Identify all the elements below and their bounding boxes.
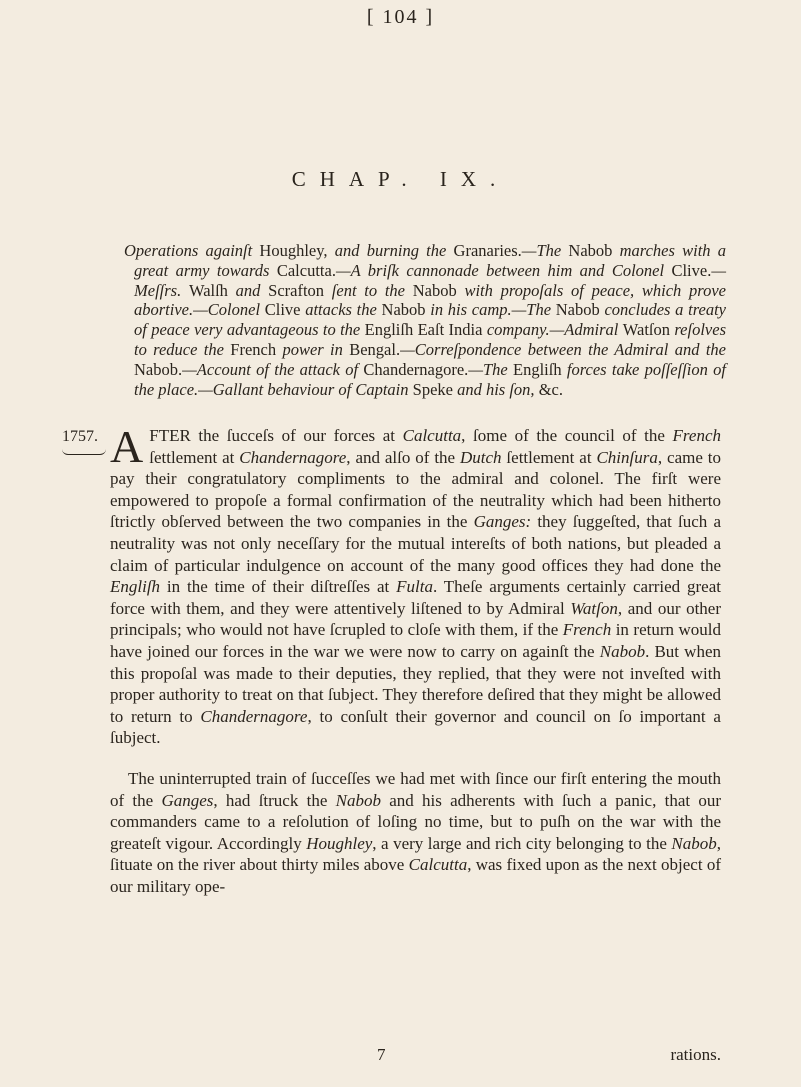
text-run: , was fixed upon as the next object of our military ope-	[110, 855, 721, 896]
text-run: , a very large and rich city belonging to the	[372, 833, 672, 853]
text-run: French	[672, 426, 721, 445]
text-run: and	[235, 280, 269, 300]
text-run: Nabob	[555, 300, 605, 320]
text-run: Ganges:	[473, 512, 532, 532]
text-run: Calcutta	[408, 855, 468, 875]
text-run: , ſituate on the river about thirty miles above	[110, 833, 721, 875]
text-run: Bengal.	[349, 339, 401, 359]
text-run: Chandernagore	[200, 706, 308, 726]
text-run: Speke	[412, 379, 458, 399]
paragraph-1	[110, 421, 722, 749]
text-run: Clive.	[671, 260, 712, 280]
text-run: Houghley	[306, 833, 373, 853]
margin-year: 1757.	[62, 428, 98, 445]
text-run: Walſh	[188, 280, 236, 300]
text-run: Operations againſt	[124, 241, 260, 260]
text-run: , to conſult their governor and council on ſo important a ſubject.	[110, 706, 721, 748]
text-run: Watſon	[570, 598, 618, 618]
text-run: Ganges	[161, 790, 214, 810]
text-run: company.—Admiral	[486, 320, 623, 340]
text-run: marches with a great army towards	[134, 241, 726, 280]
text-run: and his adherents with ſuch a panic, that our commanders came to a reſolution of loſing no time, but to puſh on the war with the greateſt vigour. Accordingly	[110, 790, 722, 853]
text-run: —A briſk cannonade between him and Colonel	[335, 260, 672, 280]
text-run: attacks the	[305, 300, 382, 320]
text-run: —Account of the attack of	[182, 359, 364, 379]
text-run: Calcutta	[402, 426, 462, 445]
text-run: Engliſh	[110, 577, 161, 597]
text-run: Engliſh Eaſt India	[364, 320, 487, 340]
text-run: The uninterrupted train of ſucceſſes we had met with ſince our firſt entering the mouth of the	[110, 768, 721, 810]
text-run: Nabob	[568, 241, 620, 260]
text-run: , and our other principals; who would not have ſcrupled to cloſe with them, if the	[110, 598, 721, 640]
text-run: . Theſe arguments certainly carried great force with them, and they were attentively liſtened to by Admiral	[110, 577, 721, 618]
text-run: ſent to the	[331, 280, 413, 300]
text-run: ſettlement at	[149, 447, 240, 467]
text-run: FTER the ſucceſs of our forces at	[149, 426, 403, 445]
text-run: , had ſtruck the	[213, 790, 336, 810]
text-run: Fulta	[396, 577, 433, 597]
text-run: —Correſpondence between the Admiral and the	[400, 339, 726, 359]
text-run: Nabob	[381, 300, 431, 320]
text-run: &c.	[538, 379, 563, 399]
text-run: power in	[282, 339, 350, 359]
chapter-summary	[124, 241, 726, 399]
text-run: French	[230, 339, 283, 359]
text-run: —The	[468, 359, 514, 379]
text-run: with propoſals of peace, which prove abortive.—Colonel	[134, 280, 726, 320]
text-run: Nabob.	[134, 359, 183, 379]
text-run: Watſon	[622, 320, 675, 340]
text-run: they ſuggeſted, that ſuch a neutrality was not only neceſſary for the mutual intereſts of both nations, but pleaded a claim of particular indulgence on account of the many good offices they had done the	[110, 512, 721, 575]
text-run: in the time of their diſtreſſes at	[160, 577, 397, 597]
text-run: concludes a treaty of peace very advantageous to the	[134, 300, 726, 340]
text-run: Scrafton	[268, 280, 332, 300]
text-run: and his ſon,	[457, 379, 539, 399]
chapter-heading: CHAP. IX.	[291, 167, 510, 191]
catchword: rations.	[670, 1045, 721, 1064]
text-run: Nabob	[335, 790, 381, 810]
text-run: Nabob	[412, 280, 465, 300]
drop-cap: A	[110, 421, 144, 472]
text-run: Dutch	[459, 447, 502, 467]
text-run: —Meſſrs.	[134, 260, 726, 300]
text-run: in return would have joined our forces in the war we were now to carry on againſt the	[110, 620, 721, 661]
text-run: , ſome of the council of the	[461, 426, 673, 445]
text-run: . But when this propoſal was made to their deputies, they replied, that they were not inveſted with proper authority to treat on that ſubject. They therefore deſired that they might be allowed to return to	[110, 641, 722, 726]
text-run: Nabob	[599, 641, 646, 661]
text-run: —The	[521, 241, 569, 260]
signature-mark: 7	[377, 1045, 386, 1064]
margin-brace	[62, 446, 106, 455]
paragraph-2	[110, 768, 721, 898]
text-run: Houghley,	[259, 241, 335, 260]
text-run: Engliſh	[513, 359, 567, 379]
text-run: ſettlement at	[501, 447, 597, 467]
text-run: French	[562, 620, 612, 640]
text-run: Chinſura	[596, 447, 658, 467]
text-run: , and alſo of the	[346, 447, 460, 467]
text-run: Calcutta.	[276, 260, 336, 280]
text-run: , came to pay their congratulatory compliments to the admiral and colonel. The firſt were empowered to propoſe a formal confirmation of the neutrality which had been hitherto ſtrictly obſerved between the two companies in the	[110, 447, 721, 532]
text-run: in his camp.—The	[430, 300, 556, 320]
text-run: reſolves to reduce the	[134, 320, 726, 359]
text-run: Clive	[264, 300, 306, 320]
text-run: Chandernagore	[239, 447, 347, 467]
paragraph-1-text	[110, 421, 722, 748]
text-run: Chandernagore.	[363, 359, 469, 379]
text-run: Nabob	[671, 833, 717, 853]
text-run: and burning the	[334, 241, 454, 260]
page-number: [ 104 ]	[366, 6, 435, 28]
text-run: Granaries.	[453, 241, 522, 260]
text-run: forces take poſſeſſion of the place.—Gallant behaviour of Captain	[134, 359, 726, 399]
body-text	[110, 421, 722, 897]
